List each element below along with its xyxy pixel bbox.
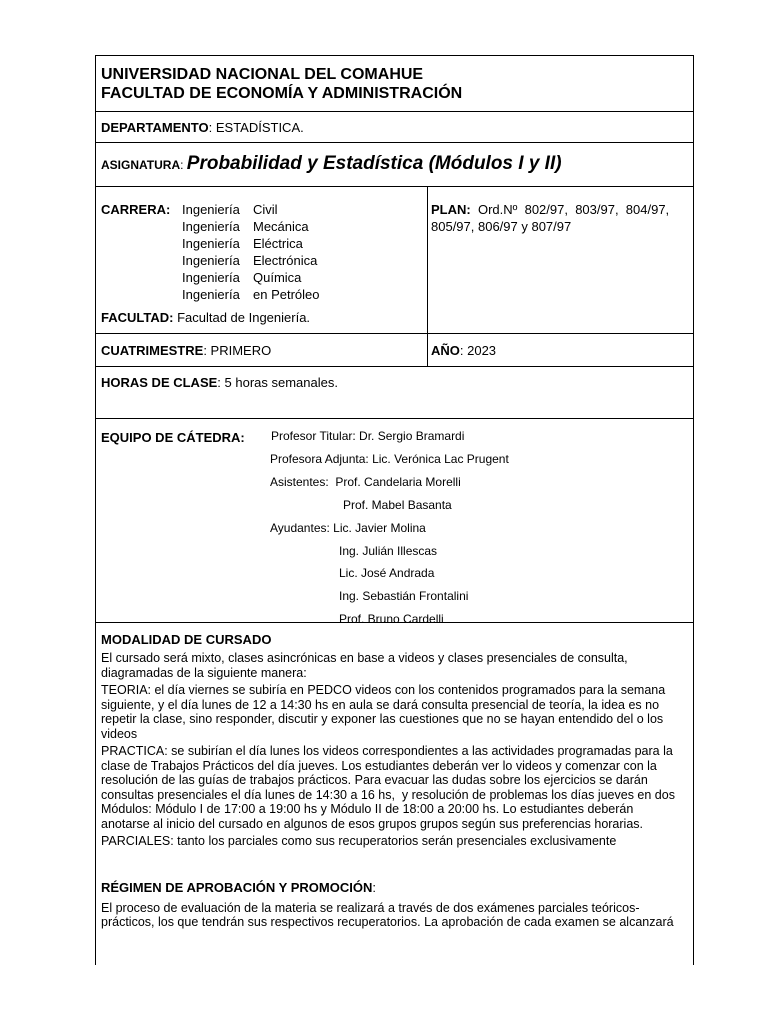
faculty-value: Facultad de Ingeniería.	[173, 310, 311, 325]
plan-line-2: 805/97, 806/97 y 807/97	[431, 219, 572, 234]
team-member: Asistentes: Prof. Candelaria Morelli	[270, 475, 461, 489]
team-member: Prof. Mabel Basanta	[343, 498, 452, 512]
team-member: Prof. Bruno Cardelli	[339, 612, 444, 626]
career-label: CARRERA:	[101, 202, 171, 217]
subject-colon: :	[180, 158, 187, 172]
team-member: Ayudantes: Lic. Javier Molina	[270, 521, 426, 535]
team-member: Profesor Titular: Dr. Sergio Bramardi	[271, 429, 465, 443]
department-value: : ESTADÍSTICA.	[208, 120, 304, 135]
career-item: Ingeniería Civil	[182, 202, 278, 217]
career-item: Ingeniería en Petróleo	[182, 287, 320, 302]
team-member: Lic. José Andrada	[339, 566, 435, 580]
hours-value: : 5 horas semanales.	[217, 375, 338, 390]
team-member: Ing. Sebastián Frontalini	[339, 589, 469, 603]
modality-section	[96, 623, 693, 965]
year-value: : 2023	[459, 343, 497, 358]
faculty-label: FACULTAD:	[101, 310, 174, 325]
hours-row	[96, 367, 693, 419]
term-label: CUATRIMESTRE	[101, 343, 204, 358]
header-row	[96, 56, 693, 112]
regime-heading	[101, 880, 689, 895]
regime-colon: :	[372, 879, 376, 895]
plan-cell	[427, 187, 693, 333]
syllabus-table	[95, 55, 694, 965]
career-plan-row	[96, 187, 693, 334]
subject-row	[96, 143, 693, 187]
department-row	[96, 112, 693, 143]
career-cell	[96, 187, 427, 333]
modality-intro: El cursado será mixto, clases asincrónicas en base a videos y clases presenciales de consulta, diagramadas de la siguiente manera:	[101, 651, 628, 680]
career-item: Ingeniería Química	[182, 270, 302, 285]
plan-line-1: Ord.Nº 802/97, 803/97, 804/97,	[477, 202, 670, 217]
term-value: : PRIMERO	[203, 343, 272, 358]
subject-title: Probabilidad y Estadística (Módulos I y II)	[186, 153, 562, 174]
faculty-name: FACULTAD DE ECONOMÍA Y ADMINISTRACIÓN	[101, 85, 463, 102]
career-item: Ingeniería Eléctrica	[182, 236, 303, 251]
modality-teoria: TEORIA: el día viernes se subiría en PEDCO videos con los contenidos programados para la semana siguiente, y el día lunes de 12 a 14:30 hs en aula se dará consulta presencial de teoría, la idea es no repetir la clase, sino responder, discutir y exponer las cuestiones que no se hayan entendido del o los videos	[101, 683, 666, 741]
subject-label: ASIGNATURA	[101, 158, 181, 172]
team-label: EQUIPO DE CÁTEDRA:	[101, 430, 245, 445]
regime-title: RÉGIMEN DE APROBACIÓN Y PROMOCIÓN	[101, 879, 373, 895]
career-item: Ingeniería Electrónica	[182, 253, 318, 268]
plan-label: PLAN:	[431, 202, 471, 217]
career-item: Ingeniería Mecánica	[182, 219, 309, 234]
team-member: Profesora Adjunta: Lic. Verónica Lac Prugent	[270, 452, 509, 466]
university-name: UNIVERSIDAD NACIONAL DEL COMAHUE	[101, 66, 424, 83]
team-member: Ing. Julián Illescas	[339, 544, 438, 558]
term-year-row	[96, 334, 693, 367]
modality-parciales: PARCIALES: tanto los parciales como sus recuperatorios serán presenciales exclusivamente	[101, 834, 617, 848]
year-label: AÑO	[431, 343, 460, 358]
regime-text: El proceso de evaluación de la materia se realizará a través de dos exámenes parciales teóricos- prácticos, los que tendrán sus respectivos recuperatorios. La aprobación de cada examen se alcanzará	[101, 900, 674, 929]
department-label: DEPARTAMENTO	[101, 120, 209, 135]
team-row	[96, 419, 693, 626]
career-list	[182, 201, 320, 303]
modality-title: MODALIDAD DE CURSADO	[101, 632, 272, 647]
hours-label: HORAS DE CLASE	[101, 375, 218, 390]
modality-practica: PRACTICA: se subirían el día lunes los videos correspondientes a las actividades programadas para la clase de Trabajos Prácticos del día jueves. Los estudiantes deberán ver lo videos y comenzar con la resolución de las guías de trabajos prácticos. Para evacuar las dudas sobre los ejercicios se darán consultas presenciales el día lunes de 14:30 a 16 hs, y resolución de problemas los días jueves en dos Módulos: Módulo I de 17:00 a 19:00 hs y Módulo II de 18:00 a 20:00 hs. Lo estudiantes deberán anotarse al inicio del cursado en algunos de esos grupos grupos según sus preferencias horarias.	[101, 744, 675, 831]
